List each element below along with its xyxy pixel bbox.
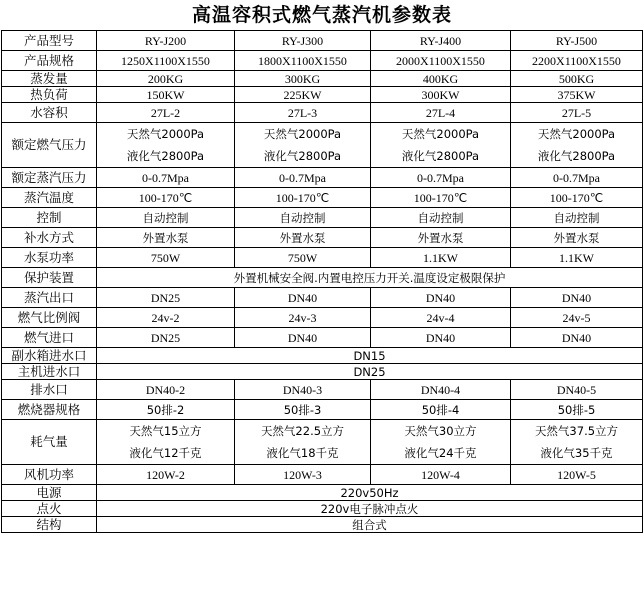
table-row — [2, 400, 643, 420]
cell-value: DN40-4 — [371, 380, 511, 400]
row-label: 燃气进口 — [2, 328, 97, 348]
cell-value — [371, 420, 511, 465]
cell-value: 1.1KW — [371, 248, 511, 268]
row-value: DN15 — [97, 348, 643, 364]
row-label: 产品规格 — [2, 51, 97, 71]
table-row — [2, 208, 643, 228]
table-row — [2, 123, 643, 168]
cell-value: 750W — [97, 248, 235, 268]
cell-value: 150KW — [97, 87, 235, 103]
cell-line: 天然气30立方 — [404, 424, 477, 438]
table-row — [2, 188, 643, 208]
cell-value: DN40 — [511, 328, 643, 348]
row-label: 副水箱进水口 — [2, 348, 97, 364]
cell-value: DN25 — [97, 288, 235, 308]
row-value: 组合式 — [97, 517, 643, 533]
table-row — [2, 168, 643, 188]
cell-line: 液化气18千克 — [266, 446, 339, 460]
cell-line: 天然气22.5立方 — [260, 424, 345, 438]
cell-value: 1.1KW — [511, 248, 643, 268]
row-label: 蒸发量 — [2, 71, 97, 87]
cell-line: 天然气2000Pa — [126, 127, 205, 141]
cell-value: 0-0.7Mpa — [511, 168, 643, 188]
cell-value: 27L-4 — [371, 103, 511, 123]
table-row — [2, 31, 643, 51]
cell-value: RY-J200 — [97, 31, 235, 51]
cell-value: 100-170℃ — [511, 188, 643, 208]
cell-value: 750W — [235, 248, 371, 268]
cell-value: DN40-5 — [511, 380, 643, 400]
cell-value — [371, 123, 511, 168]
cell-value: 300KW — [371, 87, 511, 103]
cell-line: 天然气15立方 — [129, 424, 202, 438]
table-row — [2, 51, 643, 71]
cell-line: 液化气24千克 — [404, 446, 477, 460]
spec-table — [1, 30, 643, 533]
cell-value — [235, 420, 371, 465]
row-label: 额定燃气压力 — [2, 123, 97, 168]
cell-line: 液化气2800Pa — [537, 149, 616, 163]
row-label: 水容积 — [2, 103, 97, 123]
cell-value: 自动控制 — [235, 208, 371, 228]
cell-value: 24v-2 — [97, 308, 235, 328]
table-row — [2, 87, 643, 103]
row-label: 保护装置 — [2, 268, 97, 288]
table-row — [2, 465, 643, 485]
cell-line: 天然气37.5立方 — [534, 424, 619, 438]
cell-value: DN40-2 — [97, 380, 235, 400]
cell-value: 120W-2 — [97, 465, 235, 485]
cell-value: 500KG — [511, 71, 643, 87]
row-label: 水泵功率 — [2, 248, 97, 268]
cell-line: 液化气2800Pa — [401, 149, 480, 163]
row-label: 耗气量 — [2, 420, 97, 465]
cell-value: RY-J400 — [371, 31, 511, 51]
cell-value: 0-0.7Mpa — [371, 168, 511, 188]
cell-value — [511, 420, 643, 465]
cell-value: 200KG — [97, 71, 235, 87]
cell-value: 外置水泵 — [97, 228, 235, 248]
cell-value: 24v-5 — [511, 308, 643, 328]
row-label: 产品型号 — [2, 31, 97, 51]
cell-value: RY-J500 — [511, 31, 643, 51]
cell-value: DN40 — [511, 288, 643, 308]
table-title: 高温容积式燃气蒸汽机参数表 — [191, 4, 452, 26]
row-label: 点火 — [2, 501, 97, 517]
cell-value: 自动控制 — [371, 208, 511, 228]
cell-value: RY-J300 — [235, 31, 371, 51]
table-row — [2, 288, 643, 308]
cell-value: 自动控制 — [511, 208, 643, 228]
cell-value: 外置水泵 — [371, 228, 511, 248]
cell-value: 300KG — [235, 71, 371, 87]
cell-value — [235, 123, 371, 168]
row-label: 补水方式 — [2, 228, 97, 248]
cell-value: 120W-4 — [371, 465, 511, 485]
cell-line: 液化气12千克 — [129, 446, 202, 460]
cell-value: 50排-4 — [371, 400, 511, 420]
cell-value: 27L-2 — [97, 103, 235, 123]
cell-value: 27L-3 — [235, 103, 371, 123]
row-label: 燃气比例阀 — [2, 308, 97, 328]
cell-line: 天然气2000Pa — [401, 127, 480, 141]
cell-value: 24v-4 — [371, 308, 511, 328]
table-row — [2, 228, 643, 248]
table-row — [2, 501, 643, 517]
cell-value: 2000X1100X1550 — [371, 51, 511, 71]
row-label: 蒸汽出口 — [2, 288, 97, 308]
cell-value: 外置水泵 — [235, 228, 371, 248]
row-label: 电源 — [2, 485, 97, 501]
row-label: 结构 — [2, 517, 97, 533]
table-row — [2, 485, 643, 501]
cell-value: DN40-3 — [235, 380, 371, 400]
row-label: 排水口 — [2, 380, 97, 400]
cell-value: DN25 — [97, 328, 235, 348]
cell-line: 液化气35千克 — [540, 446, 613, 460]
cell-value: DN40 — [371, 288, 511, 308]
row-value: DN25 — [97, 364, 643, 380]
table-row — [2, 328, 643, 348]
table-row — [2, 308, 643, 328]
cell-value: 50排-5 — [511, 400, 643, 420]
cell-value: 自动控制 — [97, 208, 235, 228]
table-row — [2, 517, 643, 533]
cell-line: 液化气2800Pa — [126, 149, 205, 163]
table-row — [2, 348, 643, 364]
cell-value: 120W-5 — [511, 465, 643, 485]
table-row — [2, 268, 643, 288]
row-label: 热负荷 — [2, 87, 97, 103]
table-row — [2, 71, 643, 87]
table-row — [2, 248, 643, 268]
table-row — [2, 103, 643, 123]
cell-value: 225KW — [235, 87, 371, 103]
cell-value: 120W-3 — [235, 465, 371, 485]
cell-value: DN40 — [235, 328, 371, 348]
cell-value — [97, 420, 235, 465]
cell-value: 100-170℃ — [235, 188, 371, 208]
row-label: 燃烧器规格 — [2, 400, 97, 420]
row-label: 风机功率 — [2, 465, 97, 485]
cell-value: 1800X1100X1550 — [235, 51, 371, 71]
cell-value: 外置水泵 — [511, 228, 643, 248]
cell-value: 375KW — [511, 87, 643, 103]
row-value: 外置机械安全阀.内置电控压力开关.温度设定极限保护 — [97, 268, 643, 288]
cell-value: 400KG — [371, 71, 511, 87]
cell-value — [97, 123, 235, 168]
cell-value: 27L-5 — [511, 103, 643, 123]
cell-line: 液化气2800Pa — [263, 149, 342, 163]
table-row — [2, 380, 643, 400]
cell-value: 1250X1100X1550 — [97, 51, 235, 71]
row-value: 220v50Hz — [97, 485, 643, 501]
cell-value: DN40 — [235, 288, 371, 308]
table-row — [2, 364, 643, 380]
cell-value: 2200X1100X1550 — [511, 51, 643, 71]
cell-value — [511, 123, 643, 168]
table-row — [2, 420, 643, 465]
cell-value: 0-0.7Mpa — [97, 168, 235, 188]
cell-line: 天然气2000Pa — [263, 127, 342, 141]
cell-value: 50排-3 — [235, 400, 371, 420]
row-label: 蒸汽温度 — [2, 188, 97, 208]
cell-value: 50排-2 — [97, 400, 235, 420]
cell-value: 100-170℃ — [97, 188, 235, 208]
row-value: 220v电子脉冲点火 — [97, 501, 643, 517]
cell-value: 100-170℃ — [371, 188, 511, 208]
row-label: 额定蒸汽压力 — [2, 168, 97, 188]
cell-line: 天然气2000Pa — [537, 127, 616, 141]
cell-value: 24v-3 — [235, 308, 371, 328]
row-label: 主机进水口 — [2, 364, 97, 380]
cell-value: DN40 — [371, 328, 511, 348]
row-label: 控制 — [2, 208, 97, 228]
cell-value: 0-0.7Mpa — [235, 168, 371, 188]
